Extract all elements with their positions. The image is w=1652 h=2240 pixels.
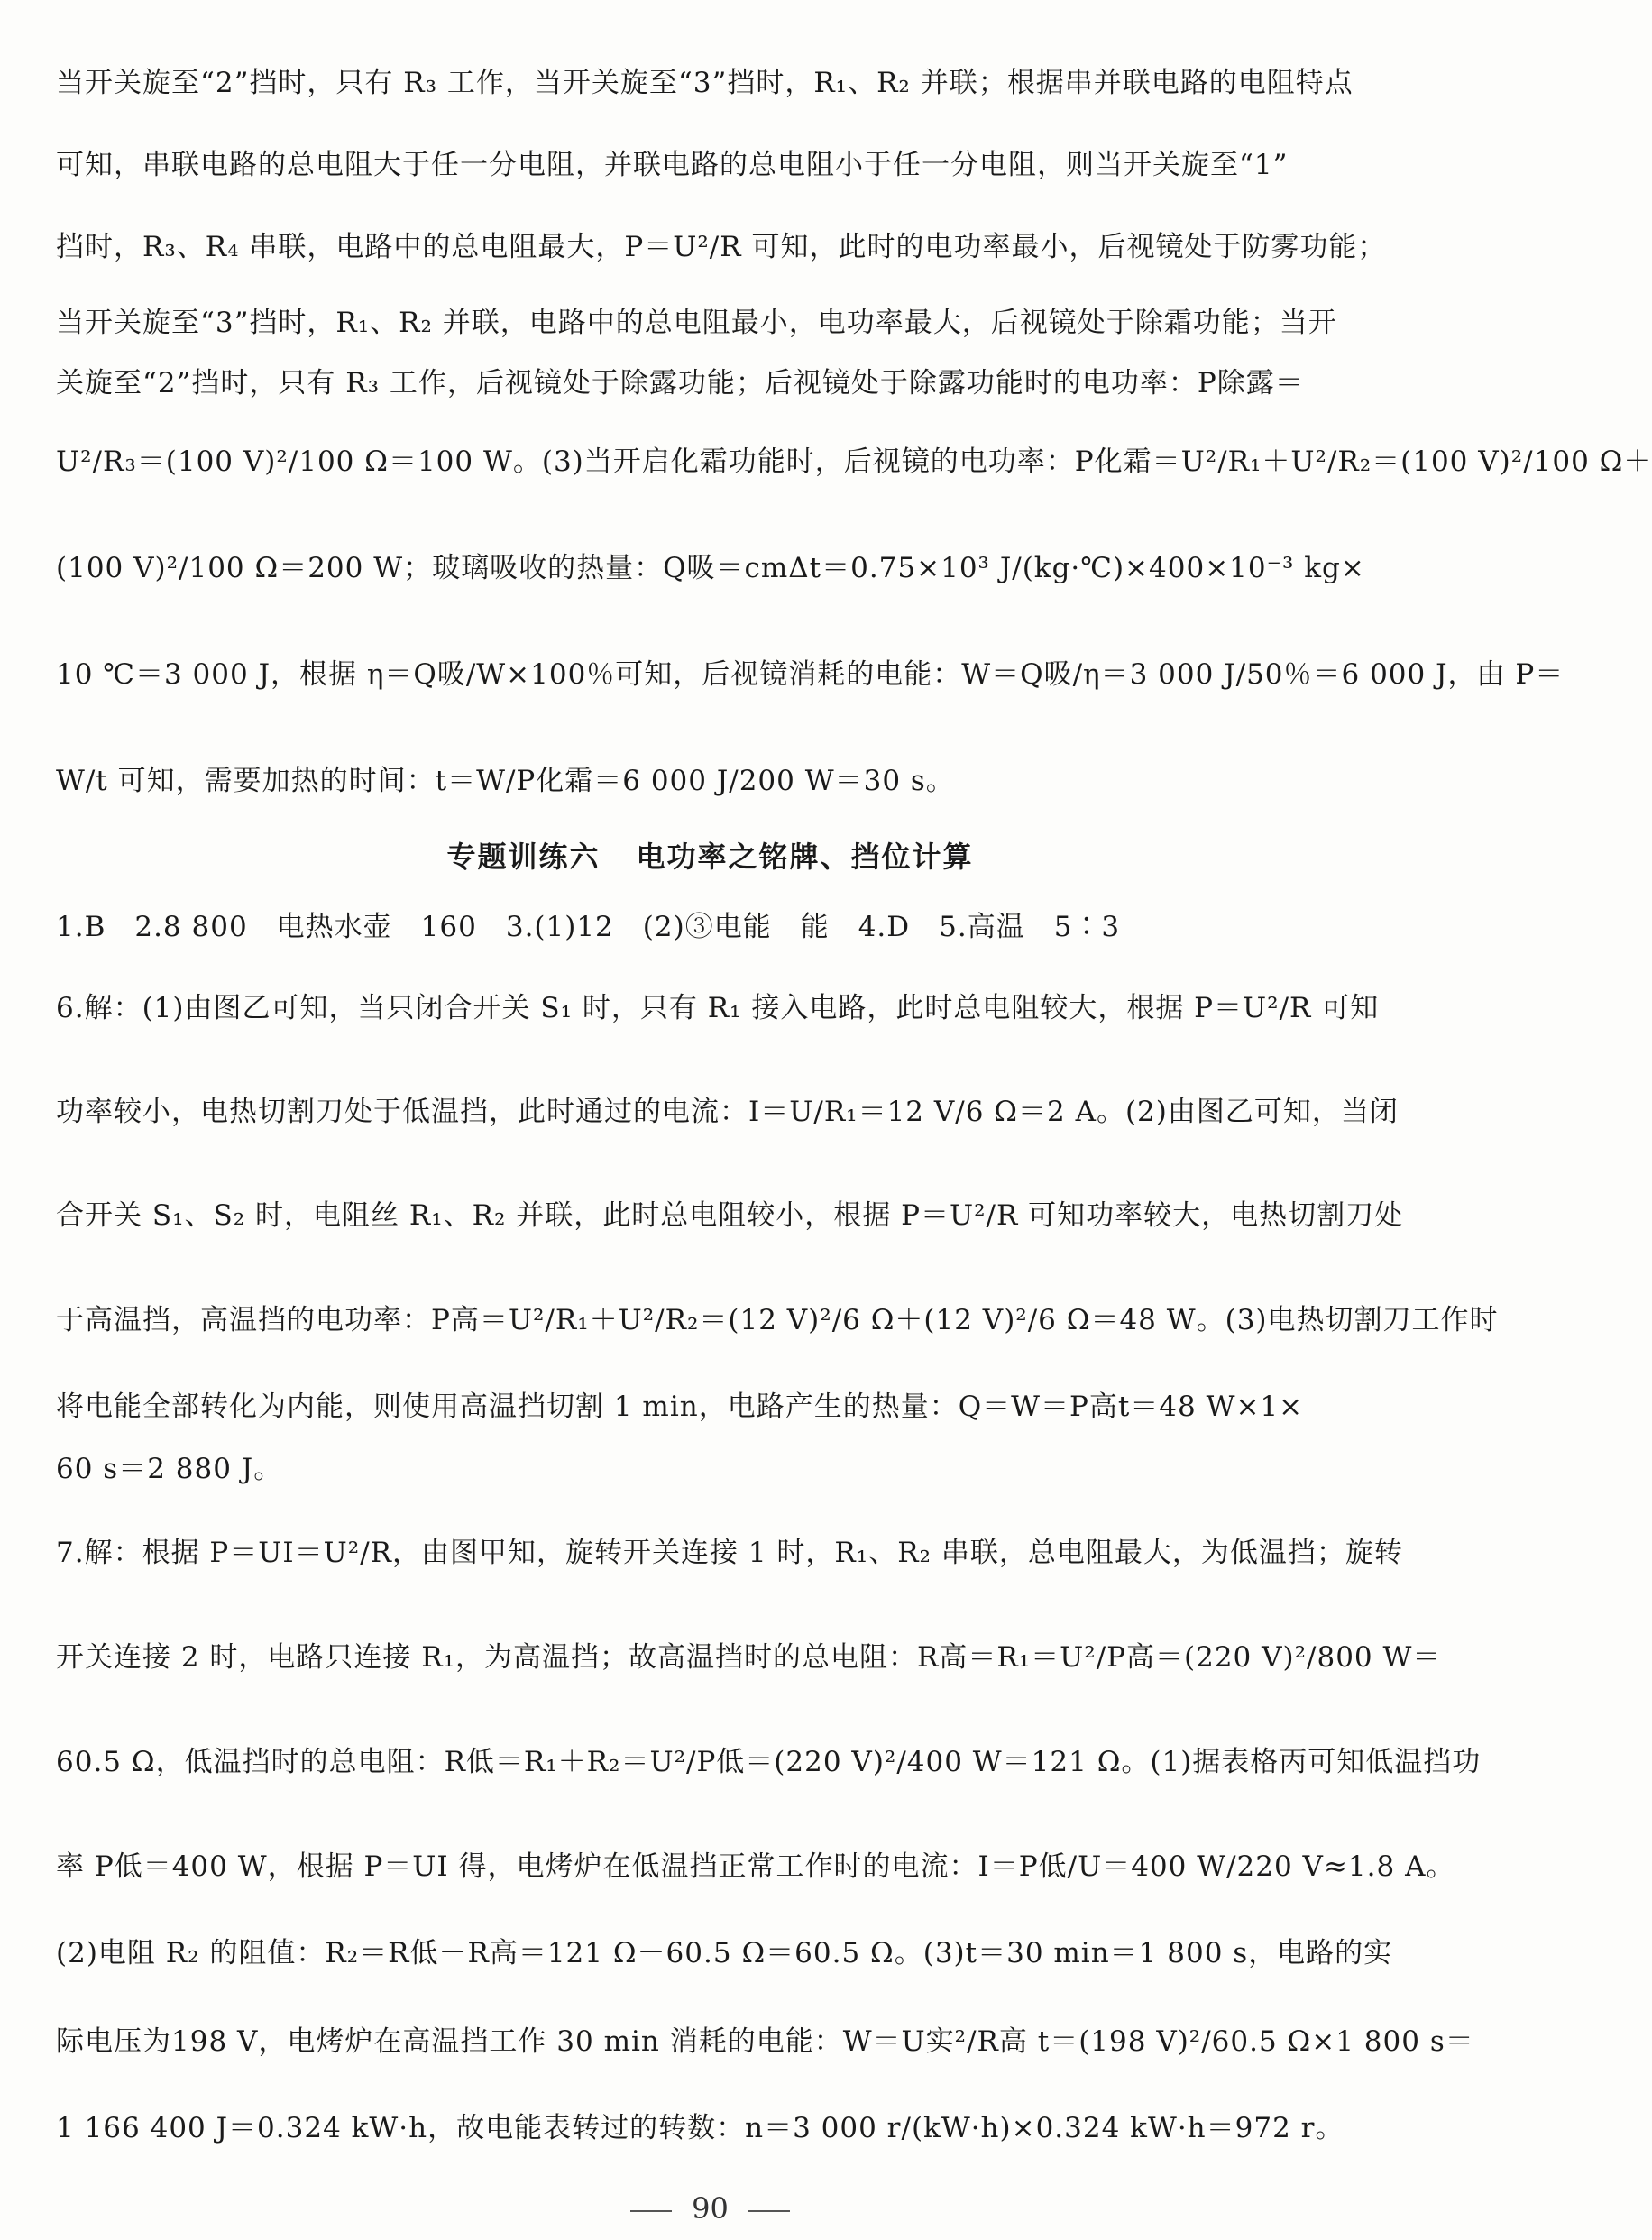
- text-line: (100 V)²/100 Ω＝200 W；玻璃吸收的热量：Q吸＝cmΔt＝0.75×10³ J/(kg·℃)×400×10⁻³ kg×: [56, 552, 1365, 584]
- text-line: U²/R₃＝(100 V)²/100 Ω＝100 W。(3)当开启化霜功能时，后视镜的电功率：P化霜＝U²/R₁＋U²/R₂＝(100 V)²/100 Ω＋: [56, 445, 1652, 478]
- section-heading: 电功率之铭牌、挡位计算: [636, 840, 974, 874]
- text-line: 将电能全部转化为内能，则使用高温挡切割 1 min，电路产生的热量：Q＝W＝P高t＝48 W×1×: [56, 1391, 1304, 1423]
- text-line: 60.5 Ω，低温挡时的总电阻：R低＝R₁＋R₂＝U²/P低＝(220 V)²/400 W＝121 Ω。(1)据表格丙可知低温挡功: [56, 1746, 1482, 1778]
- text-line: 7.解：根据 P＝UI＝U²/R，由图甲知，旋转开关连接 1 时，R₁、R₂ 串联，总电阻最大，为低温挡；旋转: [56, 1537, 1403, 1569]
- text-line: 合开关 S₁、S₂ 时，电阻丝 R₁、R₂ 并联，此时总电阻较小，根据 P＝U²/R 可知功率较大，电热切割刀处: [56, 1199, 1404, 1232]
- text-line: (2)电阻 R₂ 的阻值：R₂＝R低－R高＝121 Ω－60.5 Ω＝60.5 Ω。(3)t＝30 min＝1 800 s，电路的实: [56, 1937, 1393, 1969]
- text-line: 当开关旋至“2”挡时，只有 R₃ 工作，当开关旋至“3”挡时，R₁、R₂ 并联；根据串并联电路的电阻特点: [56, 67, 1354, 99]
- page-footer: [0, 2191, 1420, 2226]
- section-title: [0, 834, 1420, 876]
- text-line: 关旋至“2”挡时，只有 R₃ 工作，后视镜处于除露功能；后视镜处于除露功能时的电功率：P除露＝: [56, 367, 1304, 399]
- section-label: 专题训练六: [446, 840, 601, 874]
- text-line: 于高温挡，高温挡的电功率：P高＝U²/R₁＋U²/R₂＝(12 V)²/6 Ω＋(12 V)²/6 Ω＝48 W。(3)电热切割刀工作时: [56, 1304, 1499, 1336]
- text-line: 可知，串联电路的总电阻大于任一分电阻，并联电路的总电阻小于任一分电阻，则当开关旋至“1”: [56, 149, 1289, 181]
- text-line: 挡时，R₃、R₄ 串联，电路中的总电阻最大，P＝U²/R 可知，此时的电功率最小，后视镜处于防雾功能；: [56, 231, 1387, 263]
- text-line: 10 ℃＝3 000 J，根据 η＝Q吸/W×100％可知，后视镜消耗的电能：W＝Q吸/η＝3 000 J/50％＝6 000 J，由 P＝: [56, 658, 1565, 691]
- text-line: 1 166 400 J＝0.324 kW·h，故电能表转过的转数：n＝3 000 r/(kW·h)×0.324 kW·h＝972 r。: [56, 2112, 1345, 2144]
- text-line: 际电压为198 V，电烤炉在高温挡工作 30 min 消耗的电能：W＝U实²/R高 t＝(198 V)²/60.5 Ω×1 800 s＝: [56, 2025, 1474, 2058]
- text-line: W/t 可知，需要加热的时间：t＝W/P化霜＝6 000 J/200 W＝30 s。: [56, 765, 955, 797]
- text-line: 60 s＝2 880 J。: [56, 1453, 283, 1485]
- text-line: 率 P低＝400 W，根据 P＝UI 得，电烤炉在低温挡正常工作时的电流：I＝P低/U＝400 W/220 V≈1.8 A。: [56, 1850, 1455, 1883]
- text-line: 当开关旋至“3”挡时，R₁、R₂ 并联，电路中的总电阻最小，电功率最大，后视镜处于除霜功能；当开: [56, 307, 1337, 339]
- text-line: 开关连接 2 时，电路只连接 R₁，为高温挡；故高温挡时的总电阻：R高＝R₁＝U²/P高＝(220 V)²/800 W＝: [56, 1641, 1442, 1674]
- text-line: 6.解：(1)由图乙可知，当只闭合开关 S₁ 时，只有 R₁ 接入电路，此时总电阻较大，根据 P＝U²/R 可知: [56, 992, 1380, 1024]
- answer-line: 1.B 2.8 800 电热水壶 160 3.(1)12 (2)③电能 能 4.D 5.高温 5∶3: [56, 911, 1121, 943]
- page-number: 90: [692, 2191, 729, 2226]
- text-line: 功率较小，电热切割刀处于低温挡，此时通过的电流：I＝U/R₁＝12 V/6 Ω＝2 A。(2)由图乙可知，当闭: [56, 1096, 1399, 1128]
